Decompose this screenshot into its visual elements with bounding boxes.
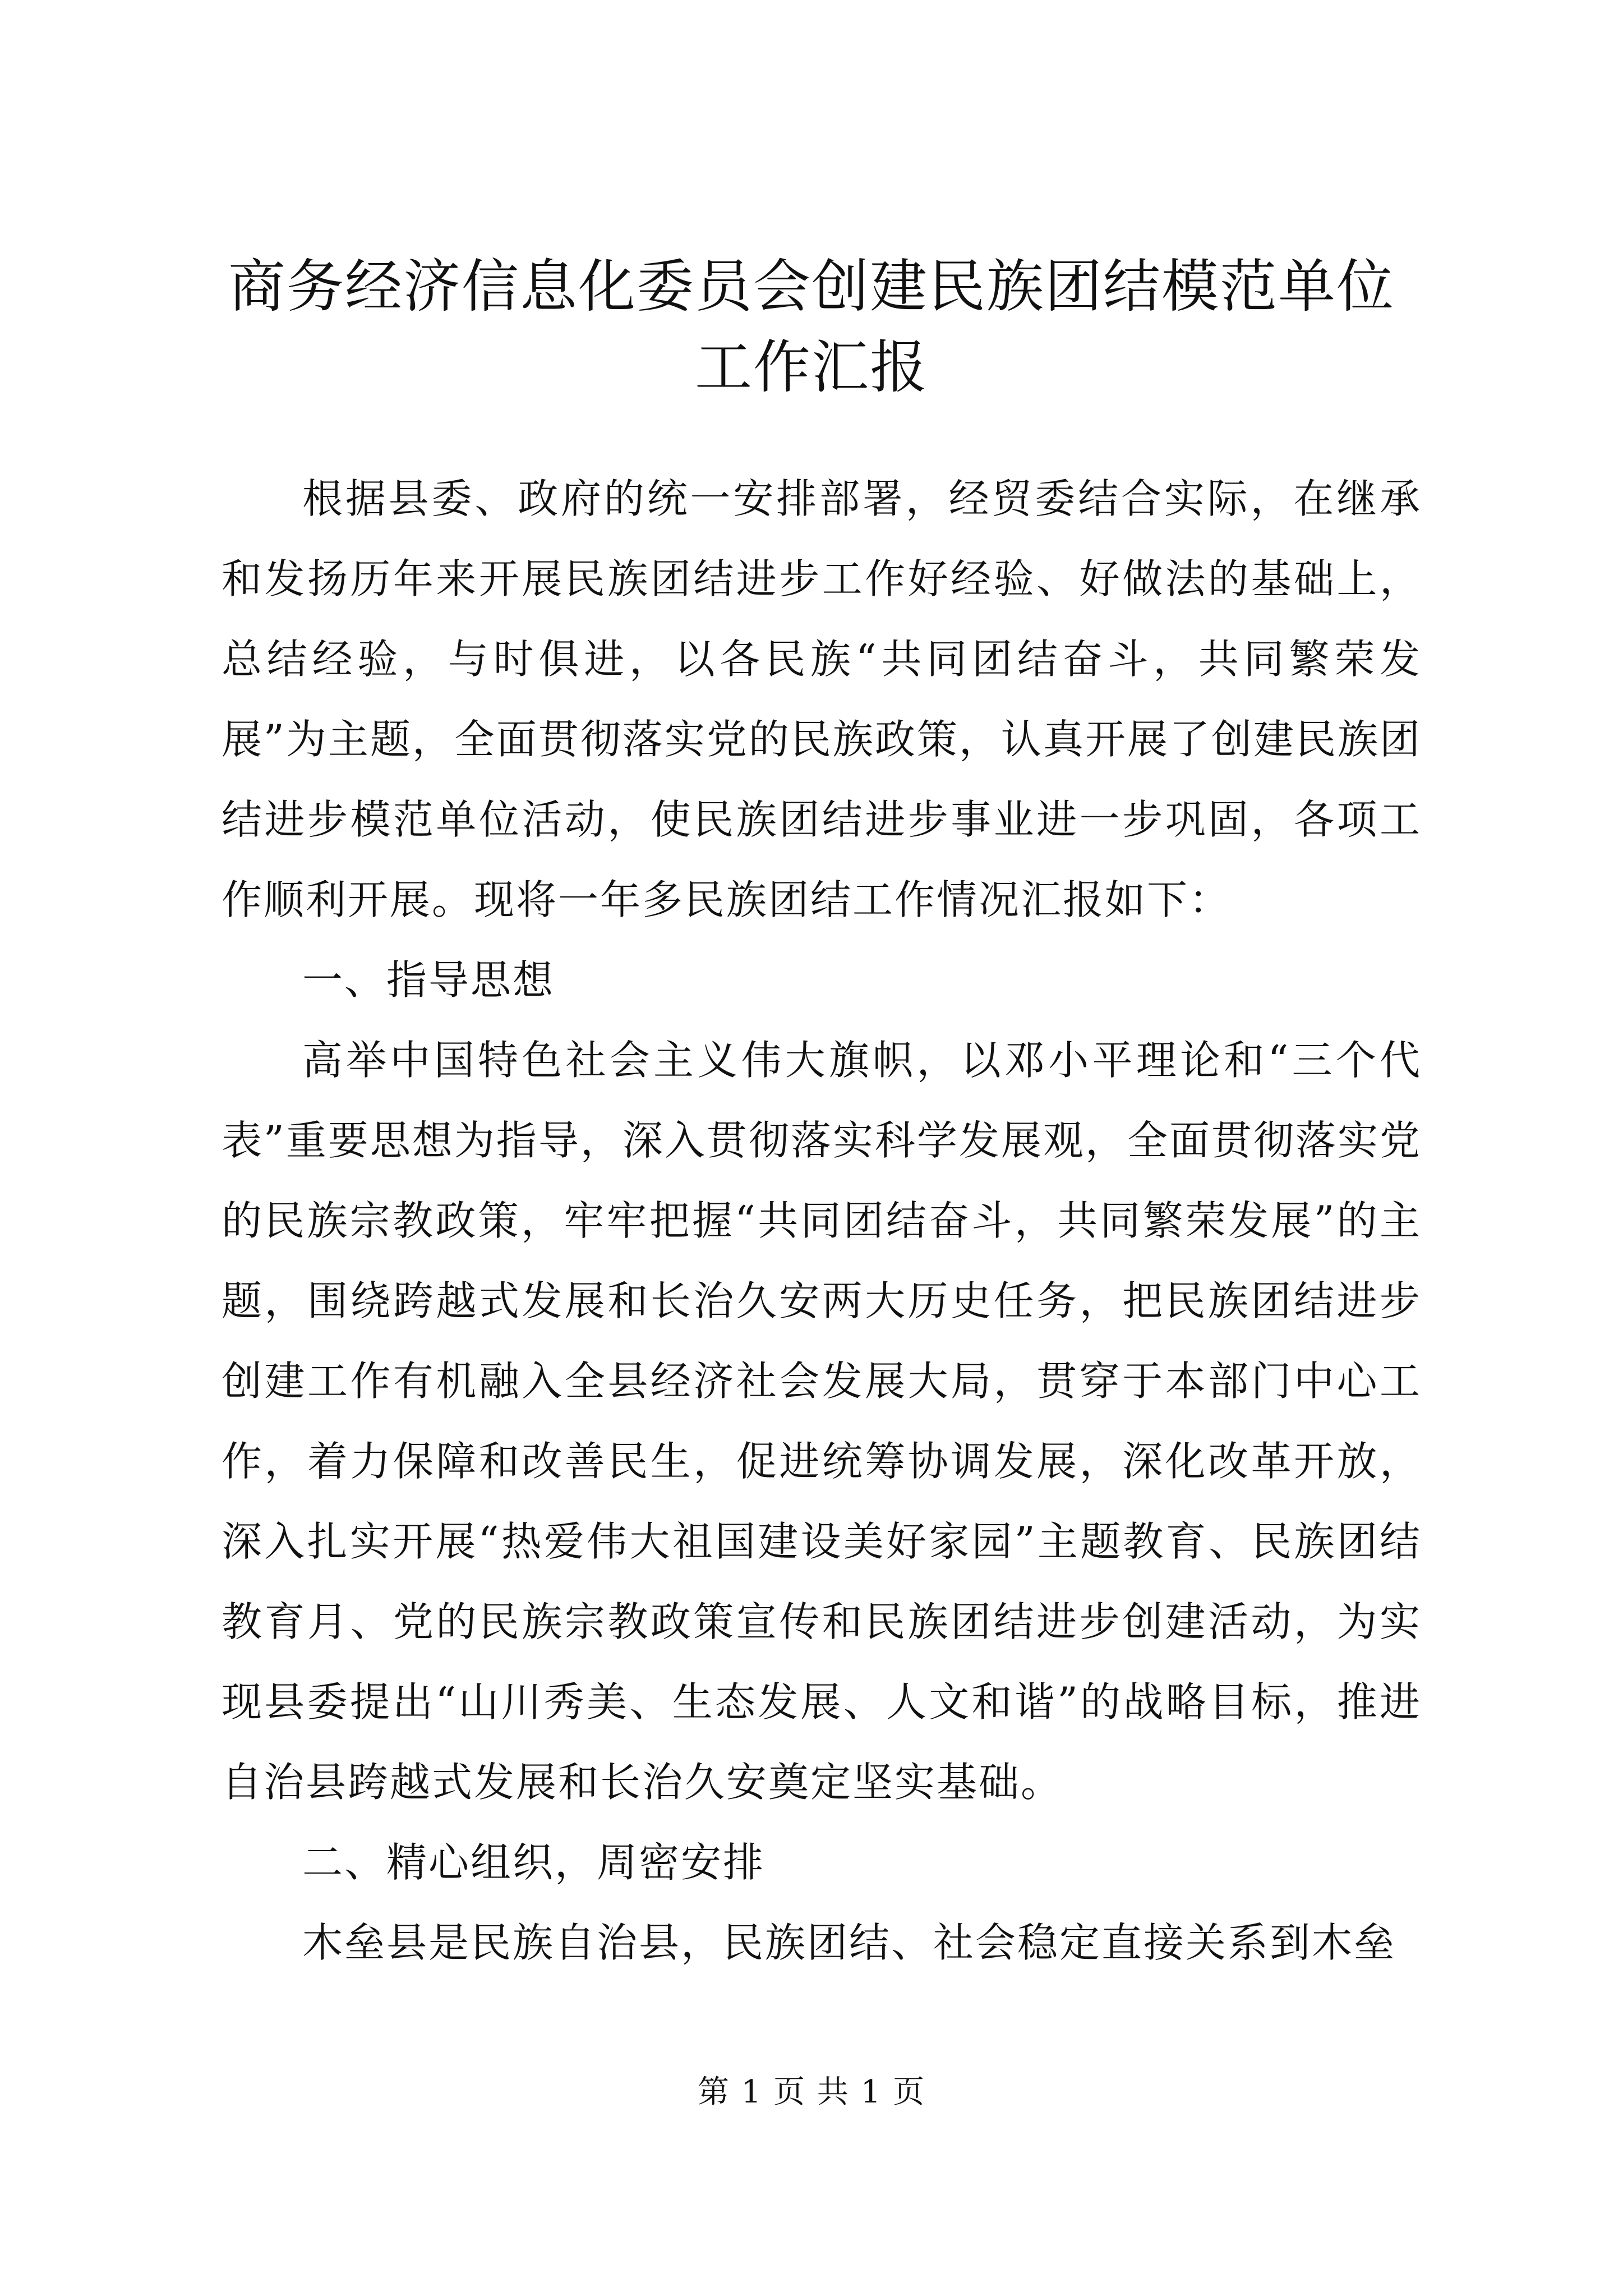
paragraph-organization: 木垒县是民族自治县，民族团结、社会稳定直接关系到木垒 [302,1919,1396,1966]
title-line-1: 商务经济信息化委员会创建民族团结模范单位 [228,254,1395,320]
section-heading-guiding-thought: 一、指导思想 [302,956,555,1004]
page-number-footer: 第 1 页 共 1 页 [697,2074,926,2110]
paragraph-intro: 根据县委、政府的统一安排部署，经贸委结合实际，在继承和发扬历年来开展民族团结进步工作好经验、好做法的基础上，总结经验，与时俱进，以各民族“共同团结奋斗，共同繁荣发展”为主题，全面贯彻落实党的民族政策，认真开展了创建民族团结进步模范单位活动，使民族团结进步事业进一步巩固，各项工作顺利开展。现将一年多民族团结工作情况汇报如下： [222,475,1422,923]
section-heading-organization: 二、精心组织，周密安排 [302,1839,766,1886]
title-line-2: 工作汇报 [695,334,928,401]
document-body [222,459,1422,1983]
document-title [185,247,1438,408]
paragraph-guiding-thought: 高举中国特色社会主义伟大旗帜，以邓小平理论和“三个代表”重要思想为指导，深入贯彻落实科学发展观，全面贯彻落实党的民族宗教政策，牢牢把握“共同团结奋斗，共同繁荣发展”的主题，围绕跨越式发展和长治久安两大历史任务，把民族团结进步创建工作有机融入全县经济社会发展大局，贯穿于本部门中心工作，着力保障和改善民生，促进统筹协调发展，深化改革开放，深入扎实开展“热爱伟大祖国建设美好家园”主题教育、民族团结教育月、党的民族宗教政策宣传和民族团结进步创建活动，为实现县委提出“山川秀美、生态发展、人文和谐”的战略目标，推进自治县跨越式发展和长治久安奠定坚实基础。 [222,1037,1422,1806]
